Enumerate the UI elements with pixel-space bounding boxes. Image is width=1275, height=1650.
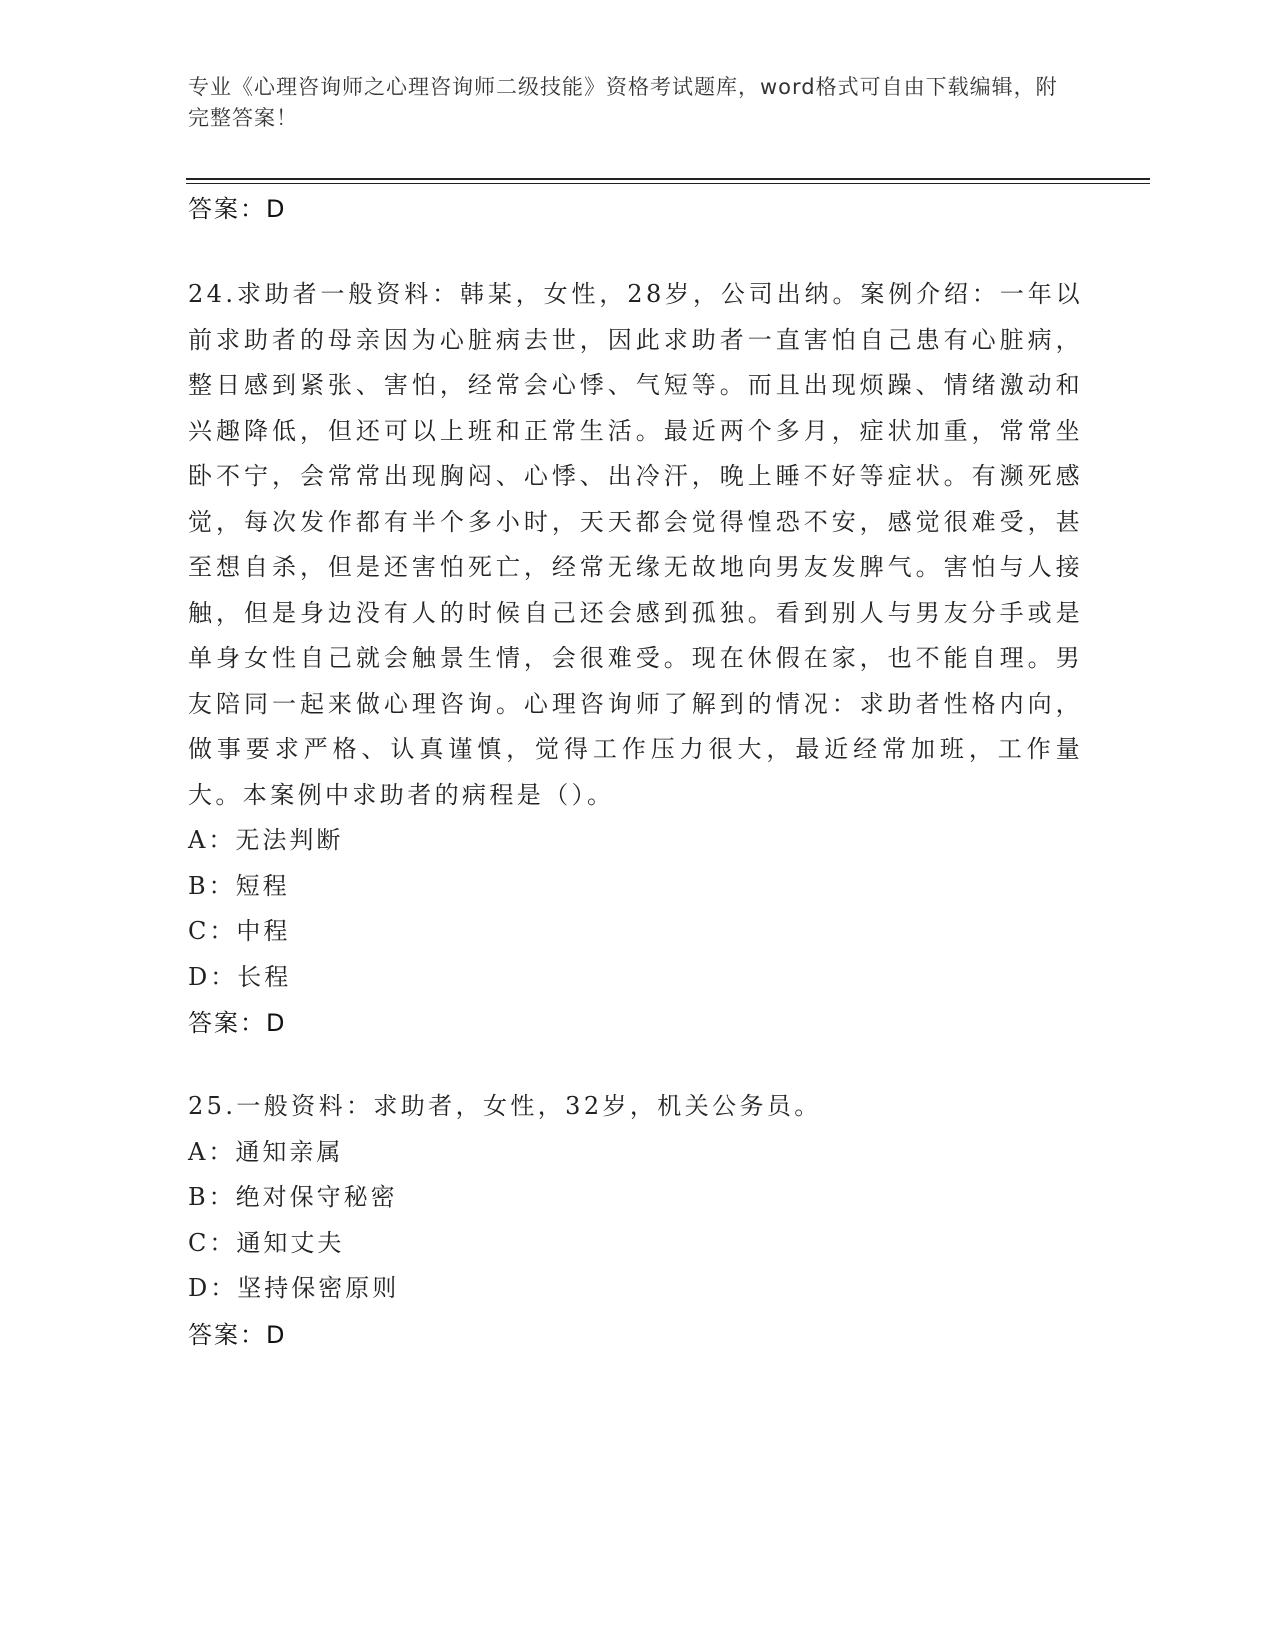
question-24 (188, 272, 1083, 1046)
document-header: 专业《心理咨询师之心理咨询师二级技能》资格考试题库，word格式可自由下载编辑，附完整答案！ (188, 75, 1058, 130)
question-24-option-b: B：短程 (188, 871, 290, 900)
question-24-answer: 答案：D (188, 1009, 287, 1037)
question-25-option-a: A：通知亲属 (188, 1137, 344, 1166)
question-25-answer: 答案：D (188, 1320, 287, 1349)
question-24-text: 24.求助者一般资料：韩某，女性，28岁，公司出纳。案例介绍：一年以前求助者的母亲因为心脏病去世，因此求助者一直害怕自己患有心脏病，整日感到紧张、害怕，经常会心悸、气短等。而且出现烦躁、情绪激动和兴趣降低，但还可以上班和正常生活。最近两个多月，症状加重，常常坐卧不宁，会常常出现胸闷、心悸、出冷汗，晚上睡不好等症状。有濒死感觉，每次发作都有半个多小时，天天都会觉得惶恐不安，感觉很难受，甚至想自杀，但是还害怕死亡，经常无缘无故地向男友发脾气。害怕与人接触，但是身边没有人的时候自己还会感到孤独。看到别人与男友分手或是单身女性自己就会触景生情，会很难受。现在休假在家，也不能自理。男友陪同一起来做心理咨询。心理咨询师了解到的情况：求助者性格内向，做事要求严格、认真谨慎，觉得工作压力很大，最近经常加班，工作量大。本案例中求助者的病程是（）。 (188, 280, 1083, 809)
question-25-option-c: C：通知丈夫 (188, 1228, 345, 1257)
question-24-option-a: A：无法判断 (188, 826, 344, 854)
question-25-option-b: B：绝对保守秘密 (188, 1183, 398, 1211)
question-25-text: 25.一般资料：求助者，女性，32岁，机关公务员。 (188, 1092, 822, 1120)
header-rule-thin (186, 183, 1150, 184)
question-25 (188, 1084, 1083, 1358)
question-24-option-d: D：长程 (188, 962, 292, 991)
question-25-option-d: D：坚持保密原则 (188, 1274, 400, 1302)
question-24-option-c: C：中程 (188, 917, 291, 945)
document-body (188, 186, 1083, 1358)
header-rule-thick (186, 178, 1150, 180)
answer-previous: 答案：D (188, 195, 287, 223)
